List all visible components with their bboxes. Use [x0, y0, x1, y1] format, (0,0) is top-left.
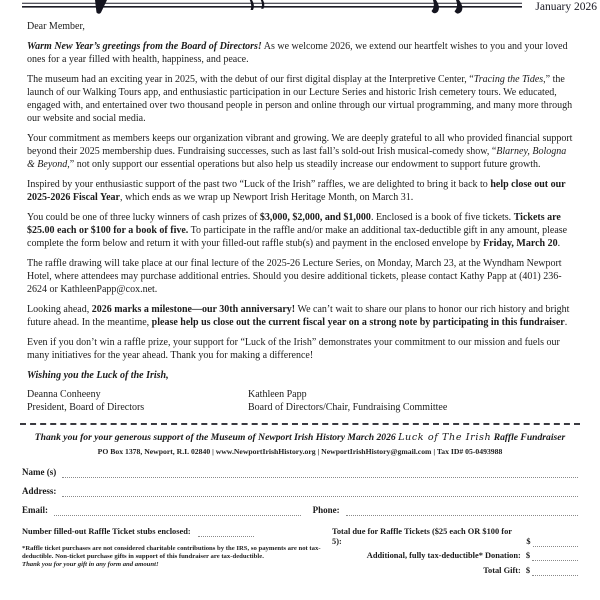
- signature-president: [27, 388, 248, 414]
- signer-name: Deanna Conheeny: [27, 389, 101, 401]
- email-phone-row: [22, 505, 578, 516]
- total-gift-row: [332, 566, 578, 576]
- paragraph-greeting: Warm New Year’s greetings from the Board of Directors! As we welcome 2026, we extend our heartfelt wishes to you and your loved ones for a year filled with health, happiness, and peace.: [27, 40, 568, 65]
- paragraph-year-review: The museum had an exciting year in 2025, with the debut of our first digital display at the Interpretive Center, “Tracing the Tides,” the launch of our Walking Tours app, and enthusiastic participation in our Lecture Series and historic Irish cemetery tours. We educated, engaged with, and entertained over two thousand people in person and online through our virtual programming, and many more through our website and social media.: [27, 73, 573, 125]
- signature-chair: [248, 388, 573, 414]
- total-due-row: [332, 527, 578, 547]
- paragraph-membership: Your commitment as members keeps our organization vibrant and growing. We are deeply grateful to all who provided financial support beyond their 2025 membership dues. Fundraising successes, such as last fall’s sold-out Irish musical-comedy show, “Blarney, Bologna & Beyond,” not only support our essential operations but also help us steadily increase our endowment to support future growth.: [27, 132, 573, 171]
- paragraph-prizes: You could be one of three lucky winners of cash prizes of $3,000, $2,000, and $1,000. Enclosed is a book of five tickets. Tickets are $25.00 each or $100 for a book of five. To participate in the raffle and/or make an additional tax-deductible gift in any amount, please complete the form below and return it with your filled-out raffle stub(s) and payment in the enclosed envelope by Friday, March 20.: [27, 211, 568, 250]
- form-thanks-line: Thank you for your generous support of the Museum of Newport Irish History March 2026 Luck of The Irish Raffle Fundraiser: [34, 431, 566, 443]
- salutation: Dear Member,: [27, 21, 85, 32]
- name-label: Name (s): [22, 466, 57, 477]
- paragraph-thanks: Even if you don’t win a raffle prize, your support for “Luck of the Irish” demonstrates your commitment to our mission and fuels our many initiatives for the year ahead. Thank you for making a difference!: [27, 337, 560, 362]
- donation-label: Additional, fully tax-deductible* Donation:: [366, 551, 521, 561]
- dollar-sign: $: [525, 551, 530, 561]
- total-gift-input-line: [532, 574, 578, 576]
- donation-input-line: [532, 559, 578, 561]
- dollar-sign: $: [525, 565, 530, 575]
- letter-body: [0, 16, 600, 415]
- total-due-label: Total due for Raffle Tickets ($25 each OR $100 for 5):: [332, 526, 512, 546]
- email-input-line: [54, 514, 301, 516]
- stubs-enclosed-row: [22, 527, 324, 537]
- phone-label: Phone:: [312, 504, 340, 515]
- paragraph-anniversary: Looking ahead, 2026 marks a milestone—our 30th anniversary! We can’t wait to share our plans to honor our rich history and bright future ahead. In the meantime, please help us close out the current fiscal year on a strong note by participating in this fundraiser.: [27, 304, 570, 329]
- address-field-row: [22, 486, 578, 497]
- total-due-input-line: [533, 545, 578, 547]
- signature-block: [27, 388, 573, 414]
- fine-print-text: *Raffle ticket purchases are not considered charitable contributions by the IRS, so payments are not tax-deductible. Non-ticket purchase gifts in support of this fundraiser are tax-deductible.: [22, 544, 321, 560]
- closing-line: Wishing you the Luck of the Irish,: [27, 369, 169, 381]
- tear-off-divider: [20, 423, 580, 425]
- fine-print-thanks: Thank you for your gift in any form and amount!: [22, 560, 159, 568]
- name-field-row: [22, 467, 578, 478]
- signer-name: Kathleen Papp: [248, 389, 307, 401]
- issue-date: January 2026: [535, 1, 597, 13]
- total-gift-label: Total Gift:: [483, 565, 521, 575]
- irs-fine-print: [22, 545, 324, 570]
- stubs-input-line: [198, 535, 254, 537]
- phone-field: [313, 505, 578, 516]
- museum-contact-line: PO Box 1378, Newport, R.I. 02840 | www.NewportIrishHistory.org | NewportIrishHistory@gmail.com | Tax ID# 05-0493988: [97, 446, 503, 456]
- address-label: Address:: [22, 485, 57, 496]
- signer-title: Board of Directors/Chair, Fundraising Committee: [248, 402, 448, 414]
- paragraph-drawing: The raffle drawing will take place at our final lecture of the 2025-26 Lecture Series, on Monday, March 23, at the Wyndham Newport Hotel, where attendees may purchase additional entries. Should you desire additional tickets, please contact Kathy Papp at (401) 236-2624 or KathleenPapp@cox.net.: [27, 258, 562, 296]
- phone-input-line: [346, 514, 578, 516]
- email-label: Email:: [22, 504, 48, 515]
- reply-form: [0, 432, 600, 581]
- address-input-line: [62, 495, 578, 497]
- form-bottom-section: [22, 527, 578, 581]
- masthead-script-fragment-icon: [0, 0, 600, 16]
- paragraph-raffle-return: Inspired by your enthusiastic support of the past two “Luck of the Irish” raffles, we are delighted to bring it back to help close out our 2025-2026 Fiscal Year, which ends as we wrap up Newport Irish Heritage Month, on March 31.: [27, 179, 566, 204]
- form-bottom-left: [22, 527, 332, 581]
- form-amounts-column: [332, 527, 578, 581]
- name-input-line: [62, 476, 578, 478]
- signer-title: President, Board of Directors: [27, 402, 145, 414]
- stubs-label: Number filled-out Raffle Ticket stubs enclosed:: [22, 526, 191, 536]
- masthead: [0, 0, 600, 16]
- email-field: [22, 505, 301, 516]
- donation-row: [332, 551, 578, 561]
- dollar-sign: $: [526, 536, 531, 546]
